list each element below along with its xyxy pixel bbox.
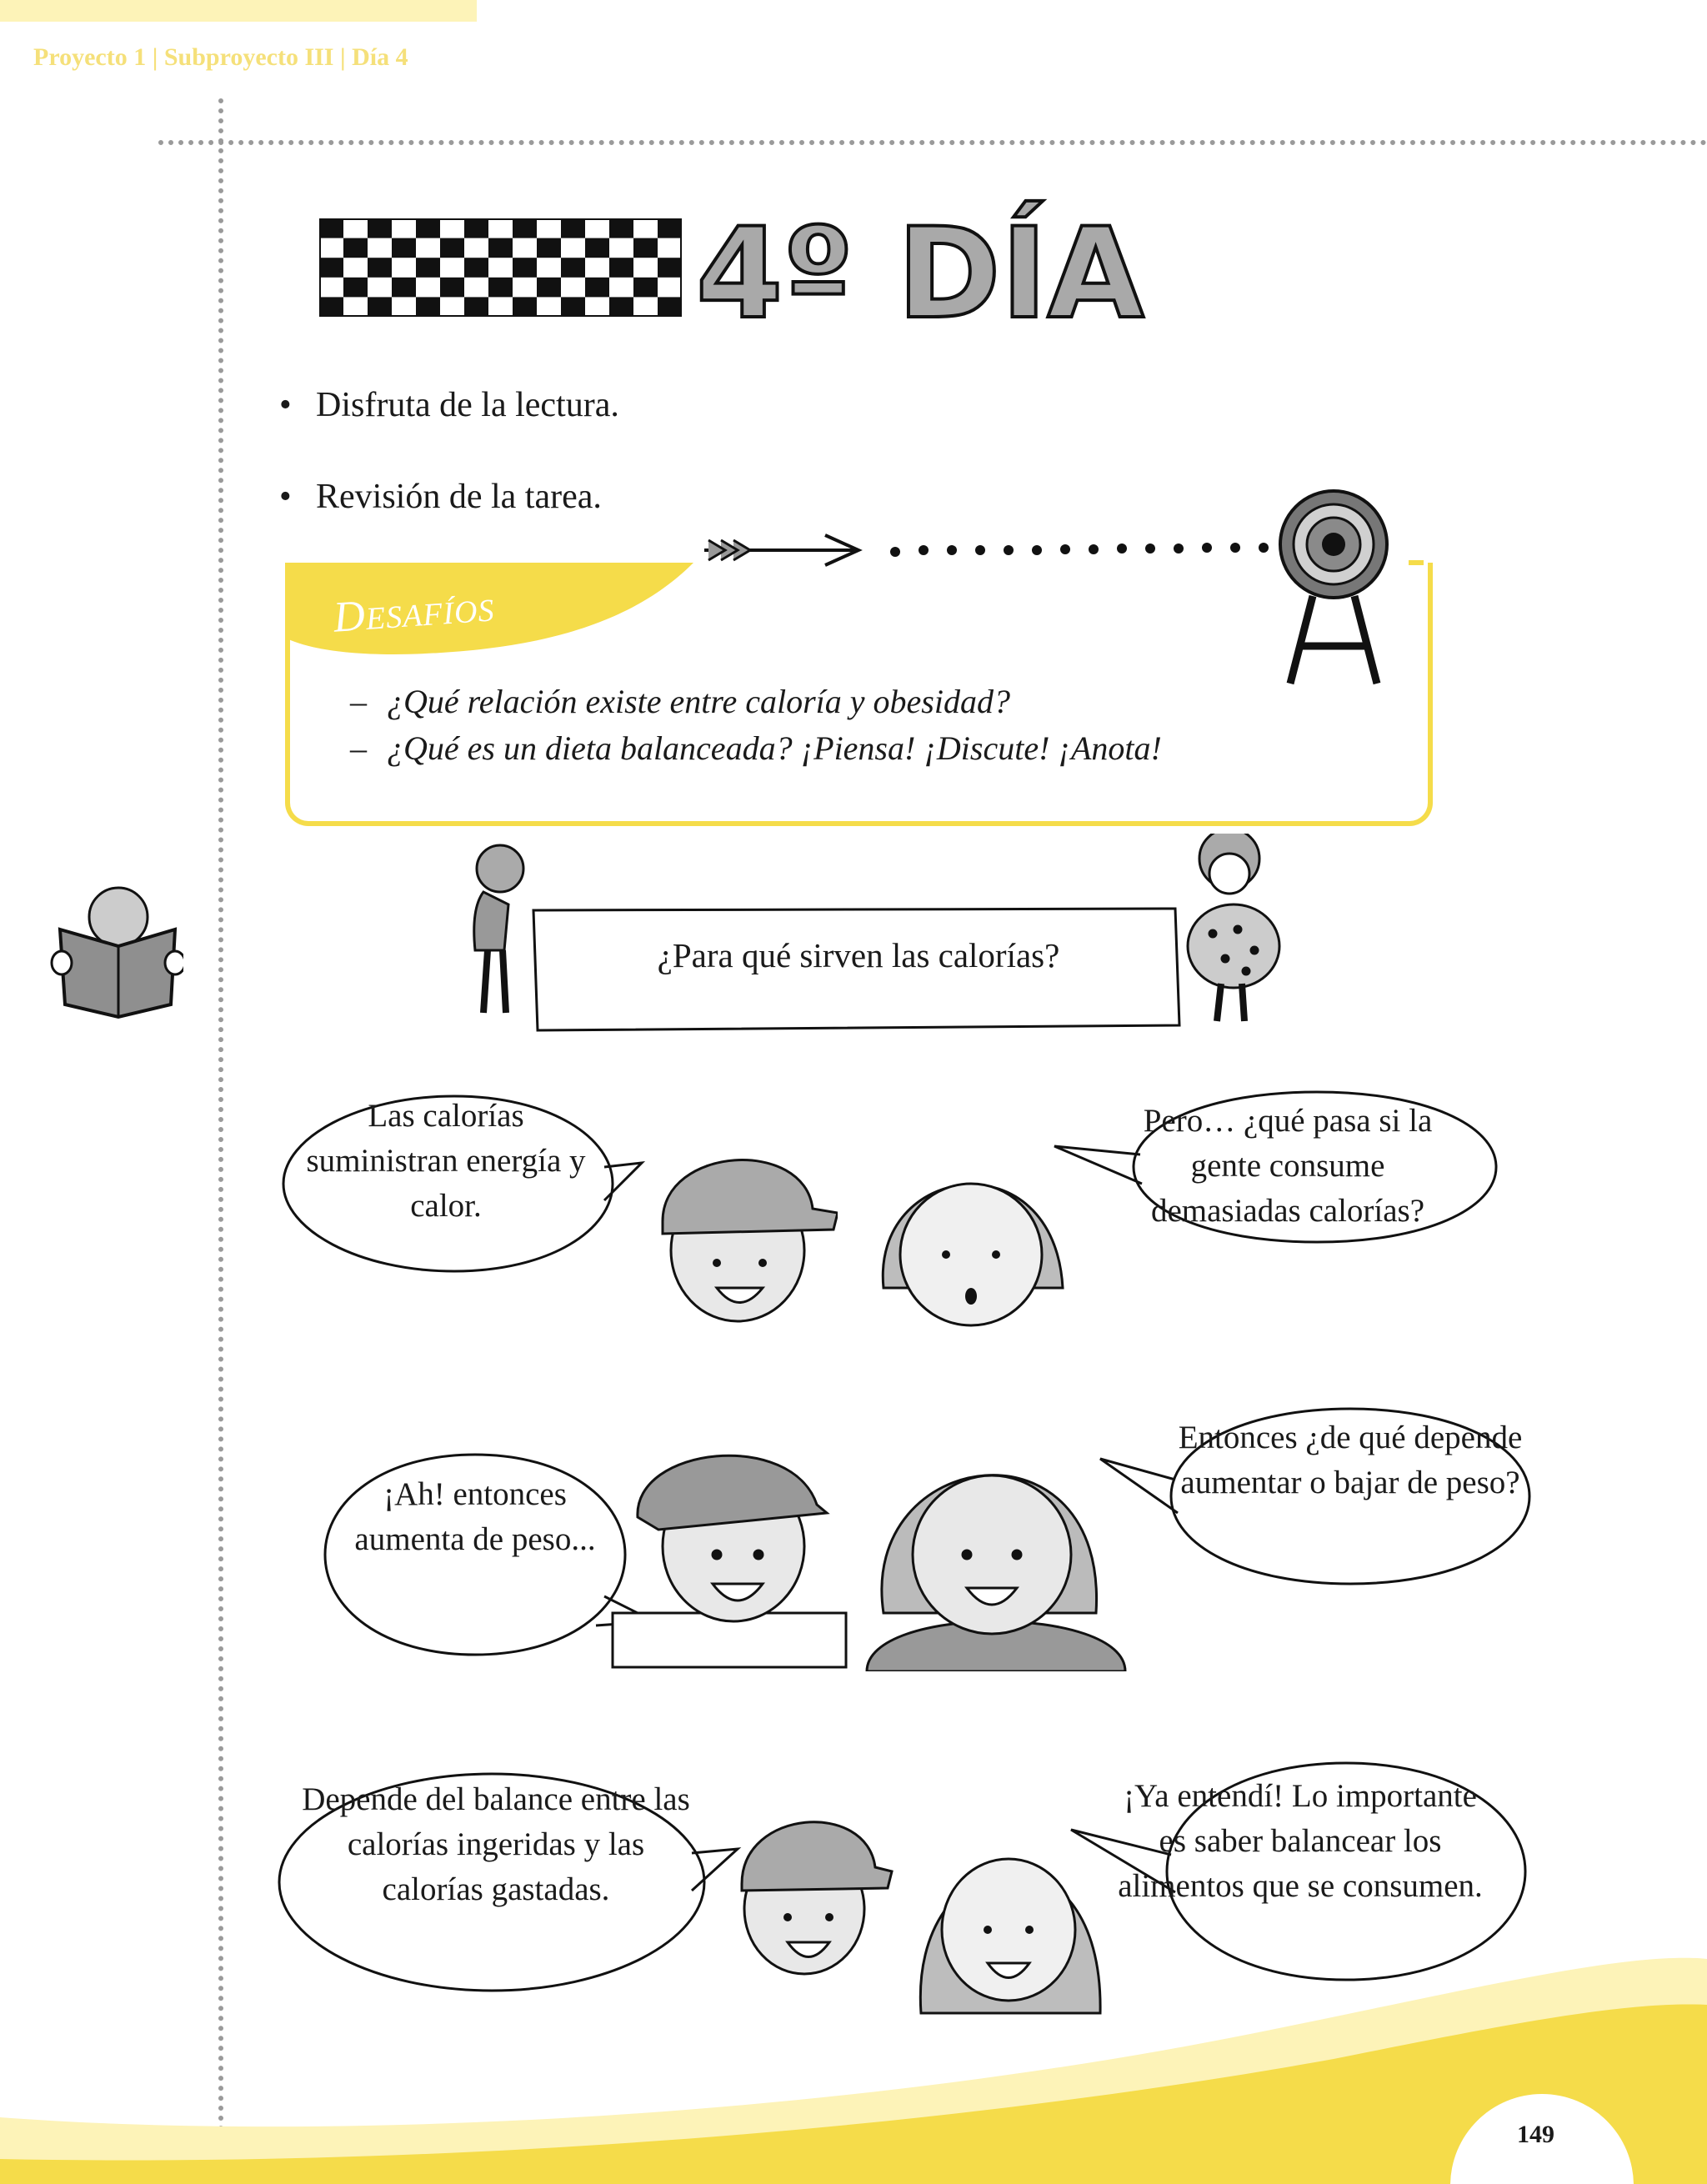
day-title [692, 163, 1159, 329]
banner-boy [474, 845, 523, 1013]
desafios-question: – ¿Qué es un dieta balanceada? ¡Piensa! ¡Discute! ¡Anota! [350, 729, 1162, 767]
desafios-box-corner [1409, 560, 1424, 565]
bullet-item: • Disfruta de la lectura. [279, 386, 619, 424]
dotted-rule-vertical [218, 98, 223, 2182]
dialogue-right-2: Entonces ¿de qué depende aumentar o bajar de peso? [1178, 1420, 1523, 1500]
banner-girl [1188, 834, 1279, 1021]
dotted-rule-horizontal [158, 140, 1707, 145]
page-number: 149 [1517, 2121, 1554, 2148]
bullet-text: Disfruta de la lectura. [316, 386, 619, 424]
desafios-question-text: ¿Qué relación existe entre caloría y obesidad? [387, 683, 1010, 720]
dotted-path [884, 540, 1275, 560]
girl-face-icon [871, 1130, 1071, 1338]
top-color-bar [0, 0, 477, 22]
dialogue-left-1: Las calorías suministran energía y calor. [306, 1098, 586, 1224]
bullet-item: • Revisión de la tarea. [279, 478, 602, 516]
girl-face-icon [867, 1475, 1125, 1671]
dialogue-right-3: ¡Ya entendí! Lo importante es saber balancear los alimentos que se consumen. [1118, 1778, 1483, 1904]
dialogue-left-3: Depende del balance entre las calorías ingeridas y las calorías gastadas. [302, 1781, 690, 1907]
desafios-title-rest: ESAFÍOS [364, 593, 496, 637]
checkered-flag-icon [319, 218, 682, 317]
dialogue-right-1: Pero… ¿qué pasa si la gente consume demasiadas calorías? [1143, 1103, 1433, 1229]
bullet-text: Revisión de la tarea. [316, 478, 602, 516]
desafios-question-text: ¿Qué es un dieta balanceada? ¡Piensa! ¡Discute! ¡Anota! [387, 729, 1162, 767]
reading-child-icon [50, 879, 183, 1021]
boy-face-icon [646, 1130, 838, 1338]
desafios-title-initial: D [332, 592, 368, 642]
boy-face-icon [613, 1455, 846, 1667]
dialogue-left-2: ¡Ah! entonces aumenta de peso... [354, 1476, 596, 1557]
banner-text: ¿Para qué sirven las calorías? [657, 936, 1060, 974]
desafios-question: – ¿Qué relación existe entre caloría y obesidad? [350, 683, 1010, 720]
two-children-illustration [608, 1430, 1134, 1671]
bottom-wave-decoration [0, 1942, 1707, 2184]
svg-text:4º DÍA: 4º DÍA [696, 202, 1144, 329]
running-header: Proyecto 1 | Subproyecto III | Día 4 [33, 43, 408, 71]
